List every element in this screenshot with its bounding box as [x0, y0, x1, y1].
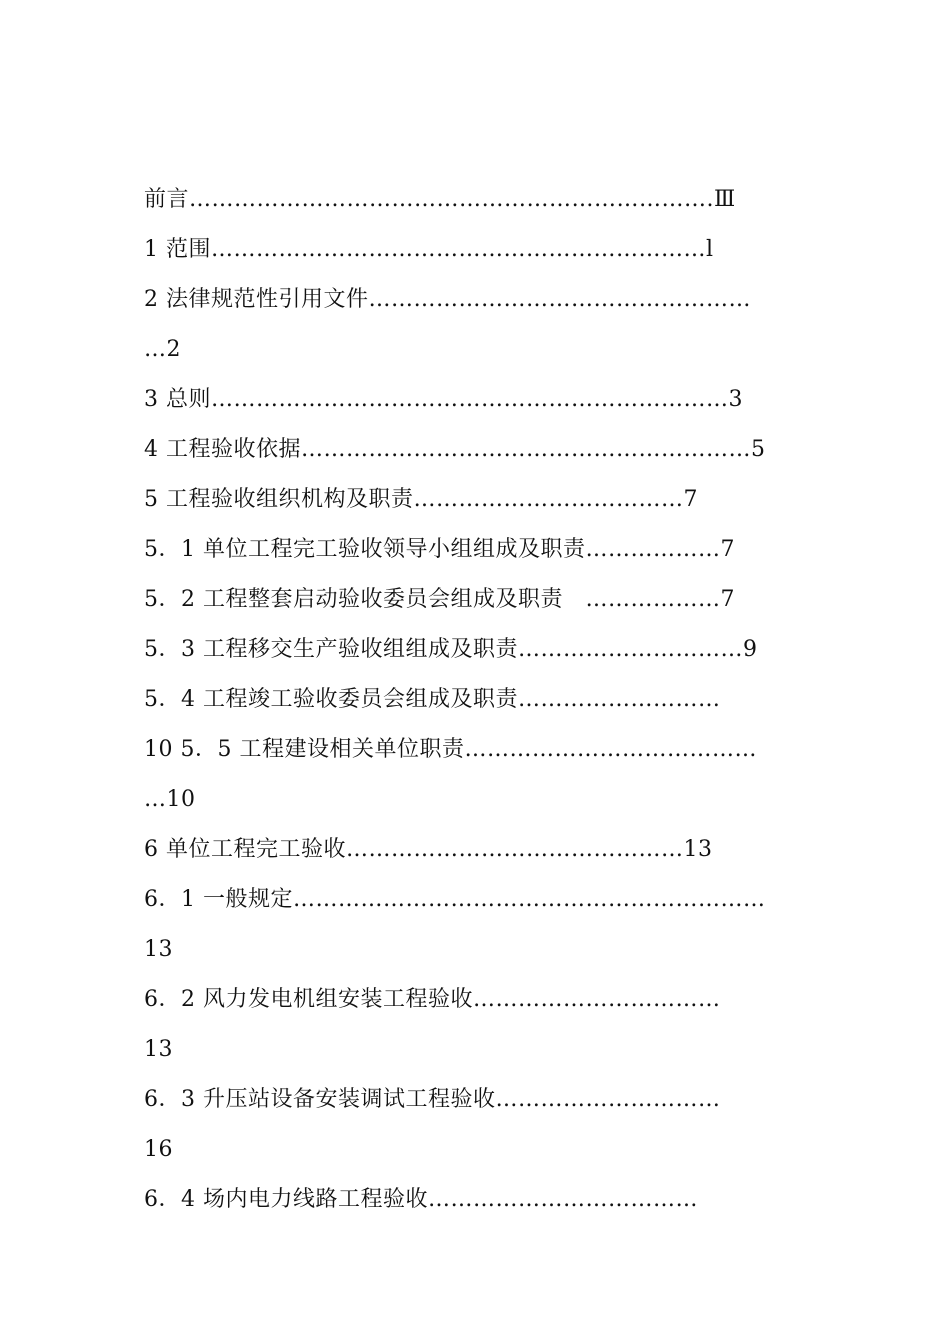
toc-entry-6-2: 6．2 风力发电机组安装工程验收……………………………: [144, 987, 721, 1012]
toc-entry-2: 2 法律规范性引用文件……………………………………………: [144, 287, 751, 312]
toc-entry-6-2-page: 13: [144, 1037, 173, 1062]
toc-entry-3: 3 总则……………………………………………………………3: [144, 387, 743, 412]
toc-entry-6: 6 单位工程完工验收………………………………………13: [144, 837, 713, 862]
toc-entry-6-1-page: 13: [144, 937, 173, 962]
toc-entry-6-4: 6．4 场内电力线路工程验收………………………………: [144, 1187, 698, 1212]
toc-entry-6-3: 6．3 升压站设备安装调试工程验收…………………………: [144, 1087, 721, 1112]
toc-entry-5-4: 5．4 工程竣工验收委员会组成及职责………………………: [144, 687, 721, 712]
toc-entry-6-1: 6．1 一般规定………………………………………………………: [144, 887, 766, 912]
toc-entry-4: 4 工程验收依据……………………………………………………5: [144, 437, 766, 462]
toc-entry-6-3-page: 16: [144, 1137, 173, 1162]
toc-entry-5-5: 10 5．5 工程建设相关单位职责…………………………………: [144, 737, 757, 762]
toc-entry-5-5-page: …10: [144, 787, 196, 812]
toc-entry-5: 5 工程验收组织机构及职责………………………………7: [144, 487, 698, 512]
toc-entry-5-2: 5．2 工程整套启动验收委员会组成及职责 ………………7: [144, 587, 735, 612]
table-of-contents: [144, 178, 814, 1228]
toc-entry-preface: 前言…………………………………………………………….Ⅲ: [144, 187, 736, 212]
toc-entry-5-3: 5．3 工程移交生产验收组组成及职责…………………………9: [144, 637, 758, 662]
toc-entry-2-page: …2: [144, 337, 181, 362]
toc-entry-5-1: 5．1 单位工程完工验收领导小组组成及职责………………7: [144, 537, 735, 562]
toc-entry-1: 1 范围…………………………………………………………l: [144, 237, 714, 262]
